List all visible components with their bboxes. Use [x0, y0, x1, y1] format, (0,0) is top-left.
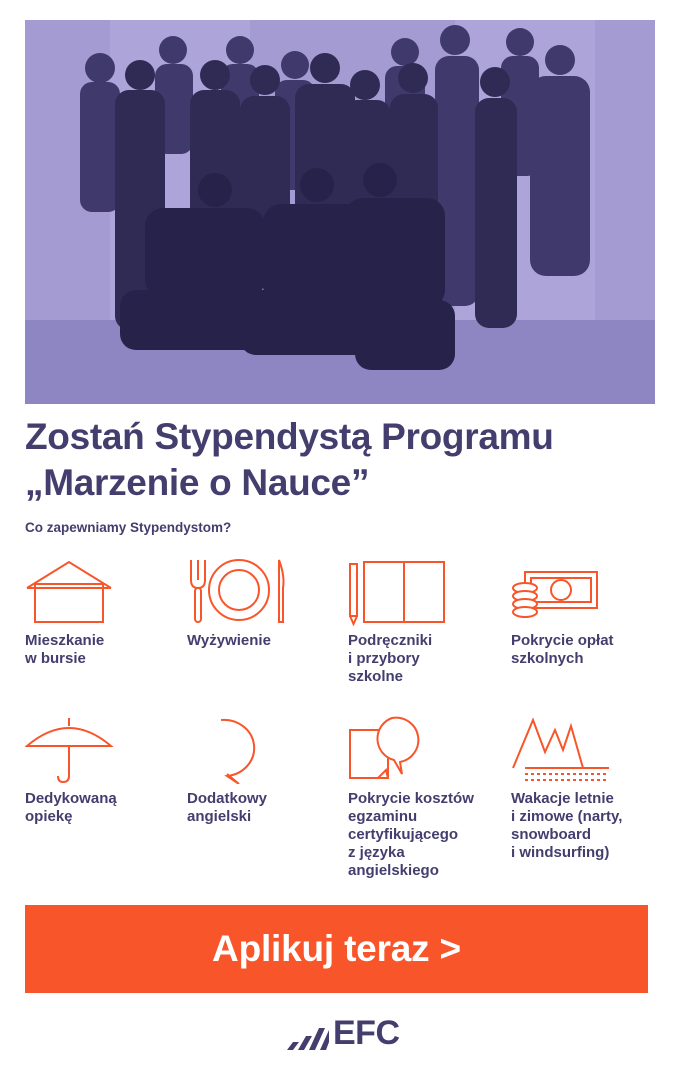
benefit-label: Wyżywienie — [187, 632, 271, 649]
title-line-2: „Marzenie o Nauce” — [25, 462, 370, 503]
mountains-water-icon — [511, 716, 611, 784]
benefit-label: Wakacje letnie i zimowe (narty, snowboard i windsurfing) — [511, 790, 623, 861]
benefit-exam — [348, 716, 498, 880]
money-coins-icon — [511, 558, 603, 626]
efc-logo-text: EFC — [333, 1013, 400, 1052]
group-photo-illustration — [25, 20, 655, 404]
benefit-label: Dedykowaną opiekę — [25, 790, 117, 825]
benefit-fees — [511, 558, 661, 668]
benefit-meals — [187, 558, 337, 650]
exam-certificate-icon — [348, 716, 440, 784]
apply-now-button[interactable]: Aplikuj teraz > — [25, 905, 648, 993]
benefit-housing — [25, 558, 175, 668]
benefit-label: Mieszkanie w bursie — [25, 632, 105, 667]
efc-logo — [285, 1012, 400, 1054]
benefit-label: Podręczniki i przybory szkolne — [348, 632, 433, 685]
speech-bubble-icon — [187, 716, 279, 784]
plate-cutlery-icon — [187, 558, 287, 626]
efc-logo-mark-icon — [285, 1016, 329, 1050]
benefit-vacation — [511, 716, 661, 862]
house-icon — [25, 558, 117, 626]
hero-photo — [25, 20, 655, 404]
book-pencil-icon — [348, 558, 448, 626]
benefits-subtitle: Co zapewniamy Stypendystom? — [25, 520, 232, 535]
benefit-label: Pokrycie opłat szkolnych — [511, 632, 614, 667]
benefit-label: Dodatkowy angielski — [187, 790, 268, 825]
benefit-label: Pokrycie kosztów egzaminu certyfikującego z języka angielskiego — [348, 790, 474, 879]
benefit-care — [25, 716, 175, 826]
page-title — [25, 414, 655, 506]
benefit-books — [348, 558, 498, 686]
umbrella-icon — [25, 716, 117, 784]
title-line-1: Zostań Stypendystą Programu — [25, 416, 554, 457]
benefit-english — [187, 716, 337, 826]
